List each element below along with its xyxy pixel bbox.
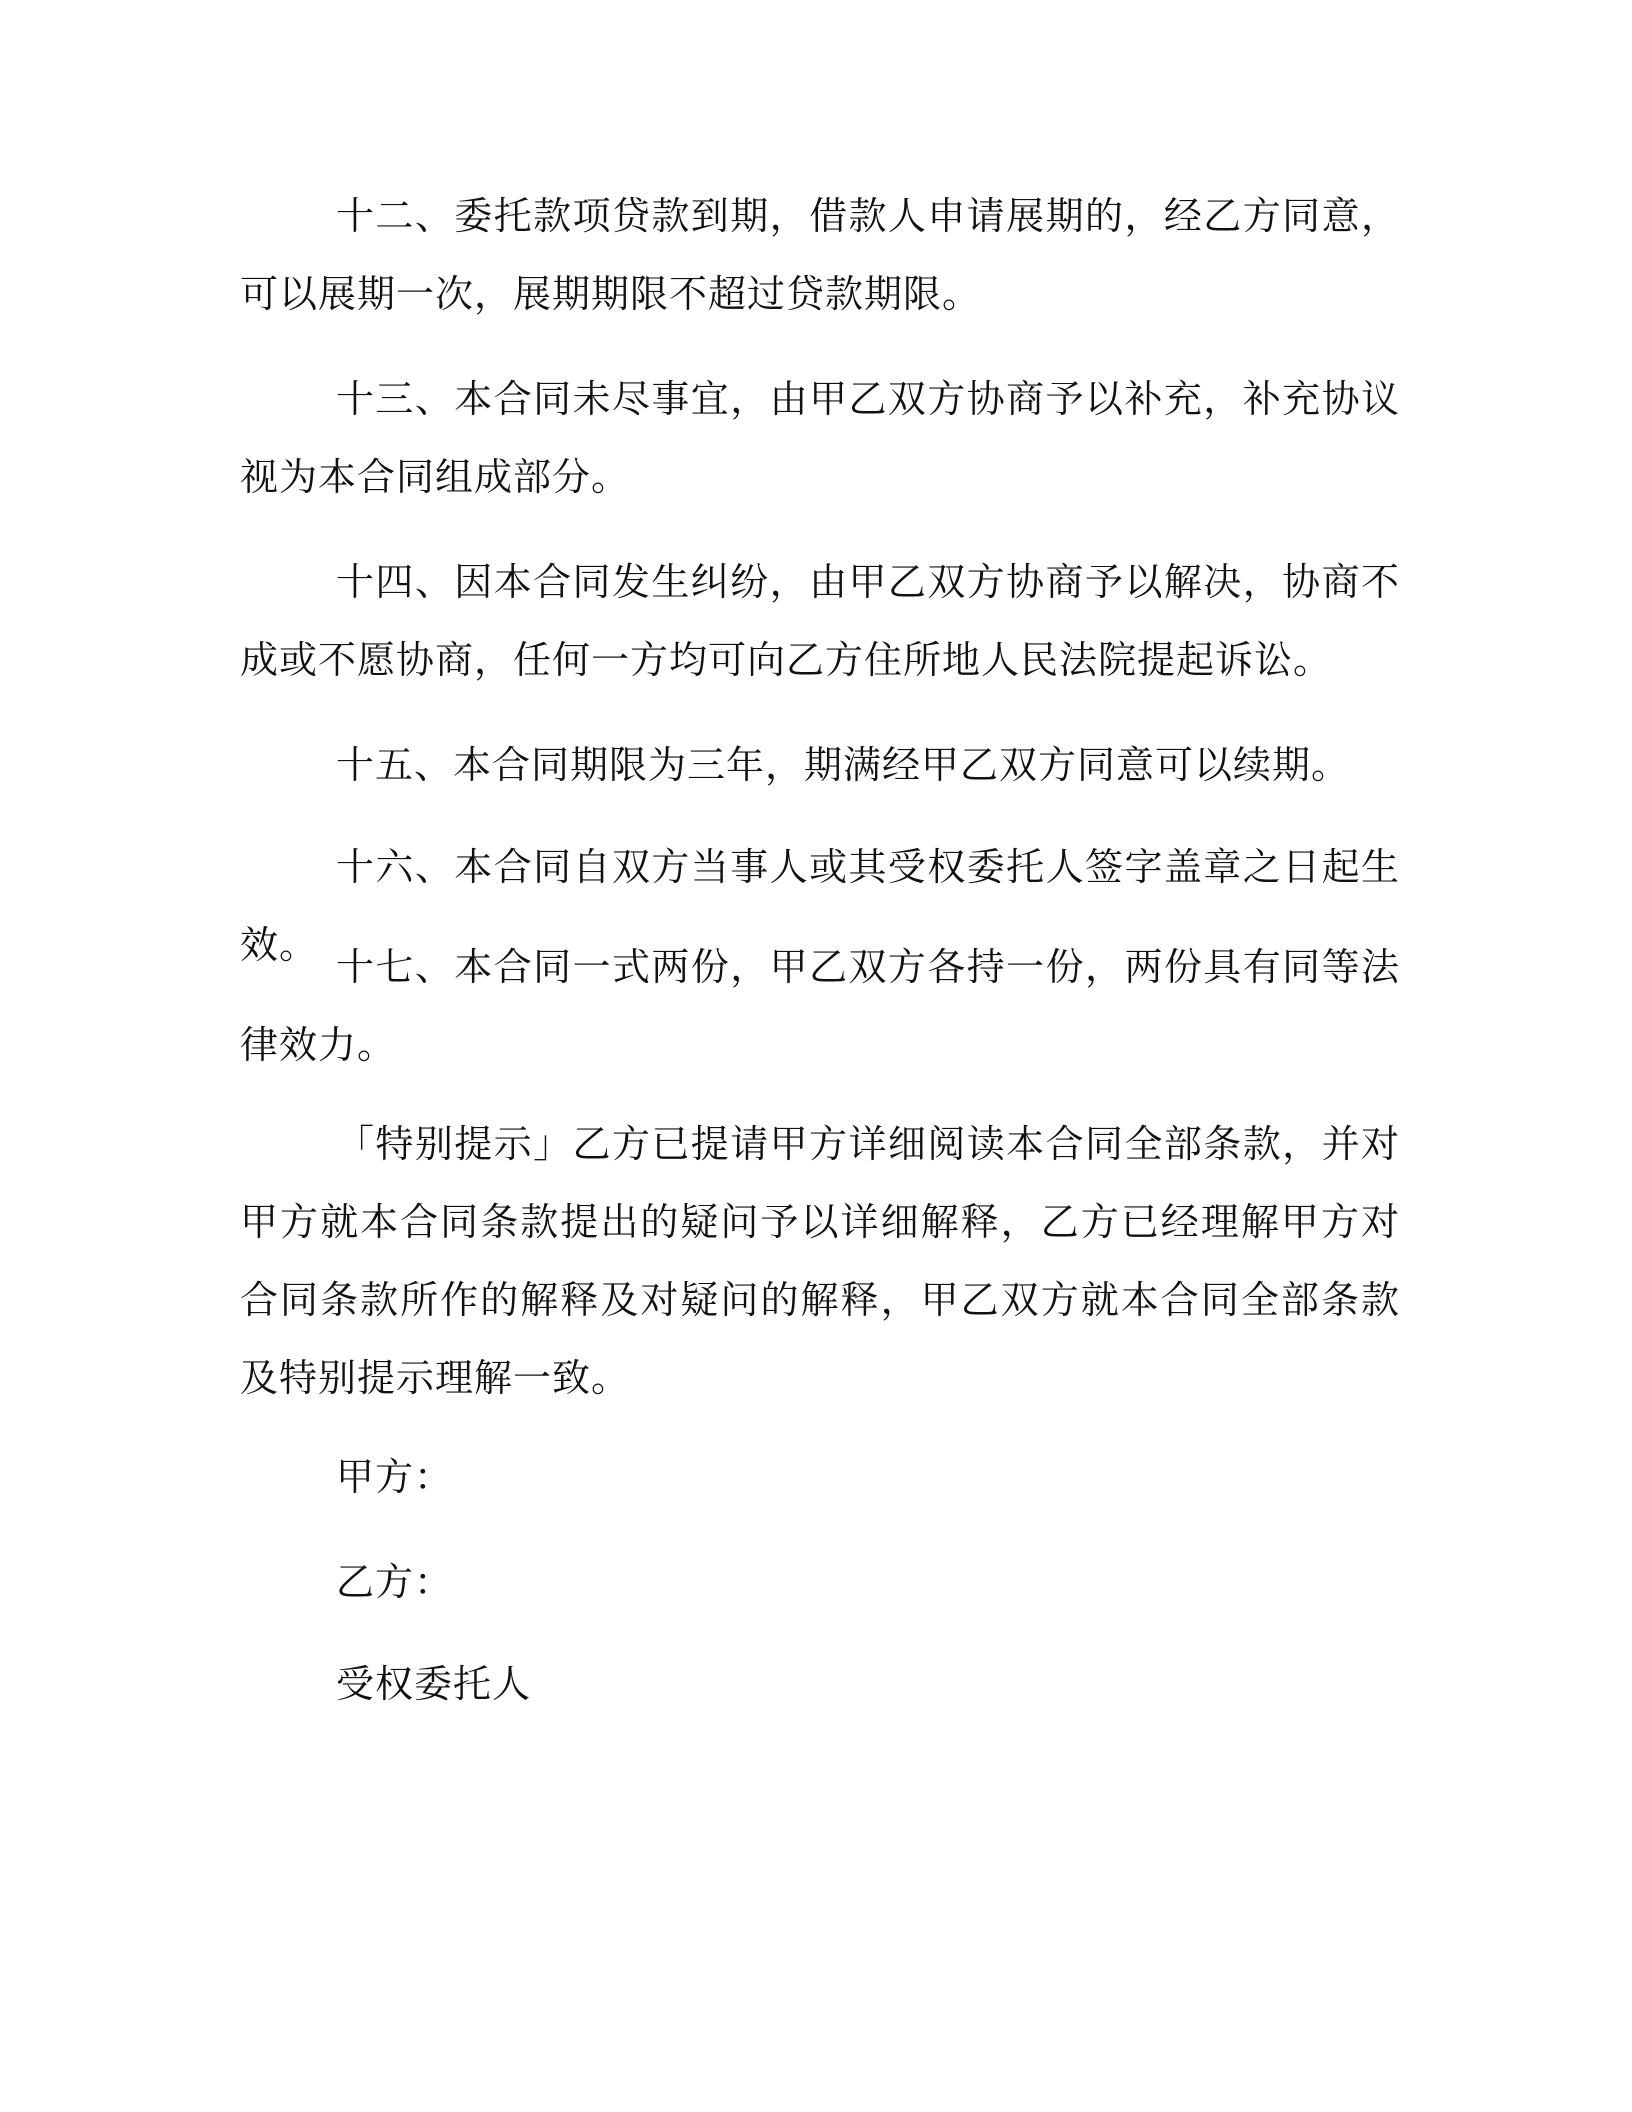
clause-14: 十四、因本合同发生纠纷，由甲乙双方协商予以解决，协商不成或不愿协商，任何一方均可向乙方住所地人民法院提起诉讼。 xyxy=(240,560,1400,682)
clause-17: 十七、本合同一式两份，甲乙双方各持一份，两份具有同等法律效力。 xyxy=(240,945,1400,1067)
clause-15: 十五、本合同期限为三年，期满经甲乙双方同意可以续期。 xyxy=(336,743,1351,787)
authorized-agent-label: 受权委托人 xyxy=(336,1662,532,1706)
clause-12: 十二、委托款项贷款到期，借款人申请展期的，经乙方同意，可以展期一次，展期期限不超过贷款期限。 xyxy=(240,194,1400,316)
special-notice: 「特别提示」乙方已提请甲方详细阅读本合同全部条款，并对甲方就本合同条款提出的疑问予以详细解释，乙方已经理解甲方对合同条款所作的解释及对疑问的解释，甲乙双方就本合同全部条款及特别提示理解一致。 xyxy=(240,1122,1400,1400)
clause-16: 十六、本合同自双方当事人或其受权委托人签字盖章之日起生效。 xyxy=(240,845,1400,967)
clause-13: 十三、本合同未尽事宜，由甲乙双方协商予以补充，补充协议视为本合同组成部分。 xyxy=(240,377,1400,499)
party-b-signature-label: 乙方： xyxy=(336,1560,454,1604)
party-a-signature-label: 甲方： xyxy=(336,1455,454,1499)
